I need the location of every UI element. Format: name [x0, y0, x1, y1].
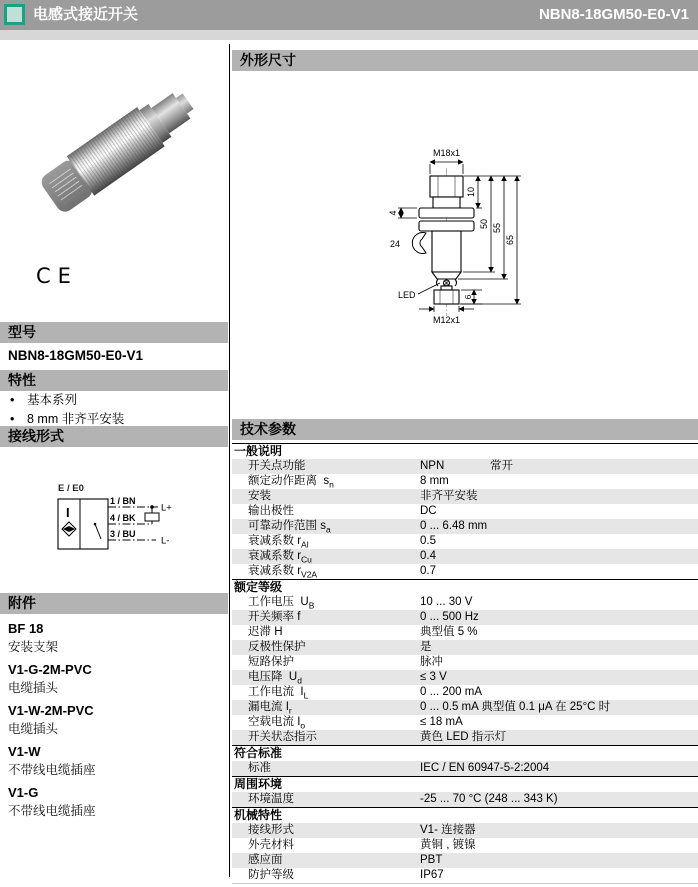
- param-label: 标准: [248, 762, 271, 774]
- param-value: 0 ... 6.48 mm: [420, 520, 488, 532]
- sensor-image: [36, 81, 201, 217]
- param-value: 8 mm: [420, 475, 449, 487]
- section-connection: 接线形式: [0, 426, 228, 447]
- accessory-name: V1-W: [8, 744, 41, 759]
- param-value: V1- 连接器: [420, 824, 476, 836]
- section-header-label: 额定等级: [234, 580, 283, 594]
- param-value: ≤ 3 V: [420, 671, 447, 683]
- accessory-desc: 安装支架: [8, 640, 59, 654]
- table-row: [232, 519, 698, 534]
- lminus-label: L-: [161, 535, 170, 547]
- param-label: 开关状态指示: [248, 731, 317, 743]
- accessory-name: V1-G-2M-PVC: [8, 662, 92, 677]
- param-label: 工作电流 $I_L$: [248, 686, 309, 701]
- accessory-name: BF 18: [8, 621, 44, 636]
- table-row: [232, 823, 698, 838]
- dim-thread-top-label: M18x1: [432, 148, 461, 158]
- table-row: [232, 700, 698, 715]
- header-substrip: [0, 30, 698, 40]
- tech-table: [232, 443, 698, 884]
- param-label: 工作电压 $U_B$: [248, 596, 315, 611]
- table-row: [232, 534, 698, 549]
- accessory-name: V1-W-2M-PVC: [8, 703, 94, 718]
- table-row: [232, 564, 698, 579]
- param-value: 0 ... 0.5 mA 典型值 0.1 μA 在 25°C 时: [420, 701, 611, 713]
- param-value: 0 ... 200 mA: [420, 686, 483, 698]
- table-row: [232, 489, 698, 504]
- accessory-desc: 不带线电缆插座: [8, 804, 96, 818]
- param-value: 黄色 LED 指示灯: [420, 731, 507, 743]
- wiring-variant-label: E / E0: [58, 483, 84, 494]
- table-row: [232, 640, 698, 655]
- param-label: 漏电流 $I_r$: [248, 701, 292, 716]
- param-label: 迟滞 H: [248, 626, 283, 638]
- accessory-desc: 电缆插头: [8, 722, 59, 736]
- param-label: 反极性保护: [248, 641, 306, 653]
- led-label: LED: [398, 290, 416, 300]
- param-value: IP67: [420, 869, 444, 881]
- param-value: 0 ... 500 Hz: [420, 611, 479, 623]
- wire-bk-label: 4 / BK: [110, 513, 136, 523]
- dim-50-label: 50: [479, 218, 489, 230]
- header-bar: [0, 0, 698, 30]
- wire-bu-label: 3 / BU: [110, 529, 136, 539]
- param-value: 10 ... 30 V: [420, 596, 473, 608]
- page-title: 电感式接近开关: [33, 6, 139, 23]
- param-label: 防护等级: [248, 869, 294, 881]
- param-value: 0.5: [420, 535, 436, 547]
- table-row: [232, 625, 698, 640]
- param-value: 黄铜 , 镀镍: [420, 839, 476, 851]
- wrench-size-label: 24: [389, 239, 400, 249]
- dimension-drawing: [360, 140, 580, 335]
- table-row: [232, 792, 698, 807]
- param-label: 衰减系数 $r_{Cu}$: [248, 550, 312, 565]
- section-tech-data: 技术参数: [232, 419, 698, 440]
- table-row: [232, 868, 698, 883]
- section-header-label: 周围环境: [234, 777, 283, 791]
- param-value: 0.4: [420, 550, 436, 562]
- table-row: [232, 595, 698, 610]
- accessory-desc: 电缆插头: [8, 681, 59, 695]
- section-features: 特性: [0, 370, 228, 391]
- param-label: 可靠动作范围 $s_a$: [248, 520, 331, 535]
- accessory-desc: 不带线电缆插座: [8, 763, 96, 777]
- accessory-name: V1-G: [8, 785, 39, 800]
- param-label: 感应面: [248, 854, 283, 866]
- feature-item: • 8 mm 非齐平安装: [0, 410, 124, 429]
- param-value: -25 ... 70 °C (248 ... 343 K): [420, 793, 558, 805]
- product-photo: [35, 70, 195, 230]
- param-value: 是: [420, 641, 432, 653]
- section-dimensions: 外形尺寸: [232, 50, 698, 71]
- section-accessories: 附件: [0, 593, 228, 614]
- param-label: 开关点功能: [248, 460, 306, 472]
- dim-10-label: 10: [466, 186, 476, 198]
- inductive-symbol: I: [66, 505, 70, 520]
- dim-65-label: 65: [505, 234, 515, 246]
- param-label: 电压降 $U_d$: [248, 671, 302, 686]
- table-row: [232, 504, 698, 519]
- param-value: 脉冲: [420, 656, 443, 668]
- param-label: 输出极性: [248, 505, 294, 517]
- features-list: [0, 391, 124, 429]
- dim-thread-bottom-label: M12x1: [432, 315, 461, 325]
- table-row: [232, 838, 698, 853]
- table-row: [232, 761, 698, 776]
- table-row: [232, 715, 698, 730]
- section-header-label: 机械特性: [234, 808, 283, 822]
- param-label: 空载电流 $I_o$: [248, 716, 306, 731]
- table-row: [232, 685, 698, 700]
- table-section-header: [232, 807, 698, 823]
- param-value: ≤ 18 mA: [420, 716, 463, 728]
- dim-55-label: 55: [492, 222, 502, 234]
- lplus-label: L+: [161, 502, 172, 514]
- table-section-header: [232, 443, 698, 459]
- section-header-label: 符合标准: [234, 746, 283, 760]
- param-value: PBT: [420, 854, 443, 866]
- table-row: [232, 730, 698, 745]
- model-number: NBN8-18GM50-E0-V1: [8, 348, 144, 363]
- wiring-diagram: [48, 480, 228, 570]
- brand-icon: [4, 4, 25, 25]
- param-label: 接线形式: [248, 824, 294, 836]
- table-row: [232, 549, 698, 564]
- section-model: 型号: [0, 322, 228, 343]
- dim-4-label: 4: [388, 210, 398, 216]
- param-value: 0.7: [420, 565, 436, 577]
- table-row: [232, 474, 698, 489]
- param-label: 额定动作距离 $s_n$: [248, 475, 334, 490]
- param-label: 环境温度: [248, 793, 294, 805]
- param-label: 衰减系数 $r_{Al}$: [248, 535, 309, 550]
- wire-bn-label: 1 / BN: [110, 496, 136, 506]
- dim-6-label: 6: [463, 294, 473, 300]
- ce-mark: CE: [36, 264, 78, 288]
- table-section-header: [232, 579, 698, 595]
- param-value: 非齐平安装: [420, 490, 478, 502]
- column-divider: [229, 44, 230, 877]
- table-row: [232, 610, 698, 625]
- param-label: 短路保护: [248, 656, 294, 668]
- section-header-label: 一般说明: [234, 444, 283, 458]
- table-section-header: [232, 745, 698, 761]
- table-row: [232, 853, 698, 868]
- param-label: 衰减系数 $r_{V2A}$: [248, 565, 318, 580]
- param-value: NPN: [420, 460, 445, 472]
- table-row: [232, 655, 698, 670]
- feature-item: • 基本系列: [0, 391, 124, 410]
- param-value: IEC / EN 60947-5-2:2004: [420, 762, 550, 774]
- accessories-list: [8, 616, 222, 821]
- table-row: [232, 670, 698, 685]
- param-value: 典型值 5 %: [420, 626, 478, 638]
- table-section-header: [232, 776, 698, 792]
- model-title: NBN8-18GM50-E0-V1: [538, 6, 689, 23]
- param-label: 安装: [248, 490, 271, 502]
- param-value-2: 常开: [490, 460, 513, 472]
- param-value: DC: [420, 505, 437, 517]
- param-label: 外壳材料: [248, 839, 294, 851]
- param-label: 开关频率 f: [248, 611, 301, 623]
- table-row: [232, 459, 698, 474]
